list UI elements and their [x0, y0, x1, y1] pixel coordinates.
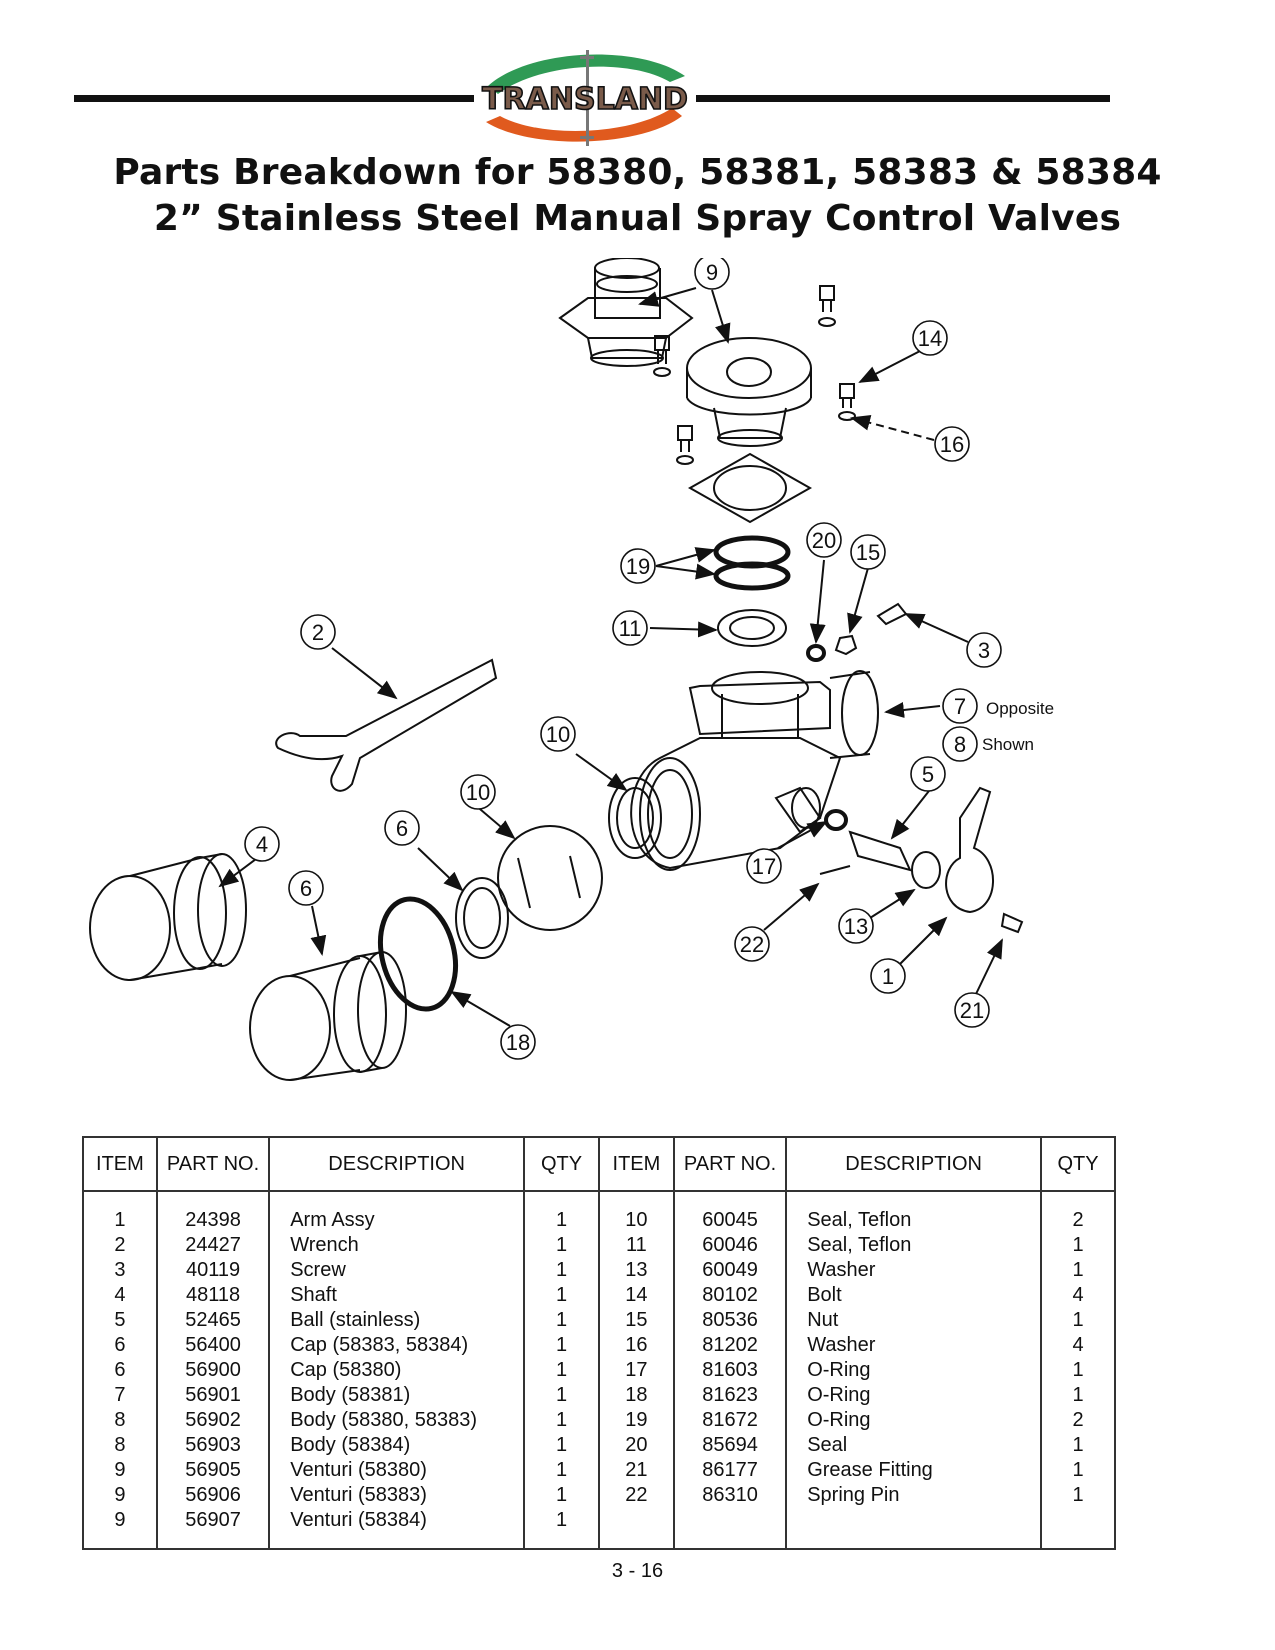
table-cell: Bolt	[807, 1284, 842, 1306]
callout-number: 19	[625, 554, 651, 579]
table-cell: 56400	[185, 1334, 241, 1356]
callout-number: 17	[751, 854, 777, 879]
callout-number: 22	[739, 932, 765, 957]
table-cell: 1	[1072, 1234, 1084, 1256]
cap-part-6-right	[250, 952, 406, 1080]
col-header-qty-2: QTY	[1041, 1137, 1115, 1191]
callout-number: 2	[311, 620, 325, 645]
table-cell: 1	[1072, 1434, 1084, 1456]
table-cell: O-Ring	[807, 1359, 871, 1381]
table-cell: Shaft	[290, 1284, 337, 1306]
table-cell: 1	[555, 1209, 568, 1231]
table-cell: 9	[114, 1459, 126, 1481]
col-header-part-no: PART NO.	[157, 1137, 269, 1191]
table-cell: Venturi (58383)	[290, 1484, 427, 1506]
table-cell: 1	[1072, 1309, 1084, 1331]
table-cell: 1	[1072, 1484, 1084, 1506]
gasket	[690, 454, 810, 522]
left-part-no-column	[157, 1191, 269, 1549]
table-cell: 80102	[702, 1284, 758, 1306]
table-cell: 40119	[185, 1259, 241, 1281]
table-cell: Arm Assy	[290, 1209, 375, 1231]
table-cell: 17	[625, 1359, 648, 1381]
table-cell: 8	[114, 1434, 126, 1456]
table-cell: 1	[555, 1459, 568, 1481]
col-header-description: DESCRIPTION	[269, 1137, 524, 1191]
left-description-column	[269, 1191, 524, 1549]
table-cell: Ball (stainless)	[290, 1309, 421, 1331]
callout-number: 9	[705, 260, 719, 285]
table-cell: 3	[114, 1259, 126, 1281]
cap-part-6-left	[90, 854, 246, 980]
table-cell: 9	[114, 1509, 126, 1531]
table-cell: 1	[555, 1234, 568, 1256]
table-cell: 15	[625, 1309, 648, 1331]
table-cell: 14	[625, 1284, 648, 1306]
table-cell: 80536	[702, 1309, 758, 1331]
callout-circles	[245, 258, 1001, 1059]
right-qty-column	[1041, 1191, 1115, 1549]
callout-number: 6	[299, 876, 313, 901]
table-cell: 52465	[185, 1309, 241, 1331]
callout-number: 5	[921, 762, 935, 787]
table-cell: 1	[555, 1359, 568, 1381]
table-cell: Body (58381)	[290, 1384, 411, 1406]
table-cell: 85694	[702, 1434, 758, 1456]
callout-number: 10	[545, 722, 571, 747]
table-cell: Wrench	[290, 1234, 359, 1256]
ball	[498, 826, 602, 930]
note-opposite: Opposite	[986, 699, 1055, 718]
table-cell: Grease Fitting	[807, 1459, 933, 1481]
table-cell: 1	[555, 1409, 568, 1431]
table-cell: 22	[625, 1484, 648, 1506]
callout-number: 8	[953, 732, 967, 757]
col-header-description-2: DESCRIPTION	[786, 1137, 1041, 1191]
callout-number: 3	[977, 638, 991, 663]
table-cell: 1	[555, 1434, 568, 1456]
table-cell: 1	[555, 1259, 568, 1281]
table-cell: 1	[555, 1509, 568, 1531]
table-cell: 4	[1072, 1284, 1084, 1306]
page-number: 3 - 16	[611, 1560, 664, 1582]
table-cell: 9	[114, 1484, 126, 1506]
venturi-part-9-upper	[560, 258, 692, 366]
table-cell: 20	[625, 1434, 648, 1456]
table-cell: 21	[625, 1459, 648, 1481]
table-cell: 56907	[185, 1509, 241, 1531]
table-cell: 1	[1072, 1259, 1084, 1281]
table-cell: Venturi (58384)	[290, 1509, 427, 1531]
table-cell: O-Ring	[807, 1384, 871, 1406]
table-cell: Venturi (58380)	[290, 1459, 427, 1481]
table-header-row	[83, 1137, 1115, 1191]
leader-lines	[220, 288, 1002, 1026]
table-cell: Spring Pin	[807, 1484, 900, 1506]
callout-number: 15	[855, 540, 881, 565]
table-cell: 81202	[702, 1334, 758, 1356]
table-cell: 60046	[702, 1234, 758, 1256]
table-cell: 56902	[185, 1409, 241, 1431]
table-cell: 18	[625, 1384, 648, 1406]
page-title-line-2: 2” Stainless Steel Manual Spray Control Valves	[153, 198, 1122, 239]
right-items-column	[599, 1191, 674, 1549]
table-cell: 7	[114, 1384, 126, 1406]
table-cell: 24398	[185, 1209, 241, 1231]
table-cell: 1	[1072, 1359, 1084, 1381]
table-cell: 2	[1072, 1409, 1084, 1431]
callout-number: 18	[505, 1030, 531, 1055]
table-cell: Cap (58380)	[290, 1359, 402, 1381]
table-cell: Washer	[807, 1259, 876, 1281]
table-cell: 1	[555, 1484, 568, 1506]
table-cell: 10	[625, 1209, 648, 1231]
table-body-row	[83, 1191, 1115, 1549]
table-cell: 19	[625, 1409, 648, 1431]
transland-logo	[470, 42, 700, 152]
table-cell: 1	[555, 1334, 568, 1356]
table-cell: Nut	[807, 1309, 839, 1331]
page-title-line-1: Parts Breakdown for 58380, 58381, 58383 & 58384	[113, 152, 1162, 193]
callout-number: 20	[811, 528, 837, 553]
left-qty-column	[524, 1191, 599, 1549]
callout-number: 16	[939, 432, 965, 457]
logo-wordmark: TRANSLAND	[482, 82, 688, 117]
callout-number: 4	[255, 832, 269, 857]
table-cell: 81603	[702, 1359, 758, 1381]
left-items-column	[83, 1191, 157, 1549]
table-cell: 60045	[702, 1209, 758, 1231]
wrench	[276, 660, 496, 791]
valve-body	[631, 671, 878, 870]
table-cell: 4	[114, 1284, 126, 1306]
callout-number: 11	[618, 616, 642, 641]
table-cell: 48118	[185, 1284, 241, 1306]
table-cell: 8	[114, 1409, 126, 1431]
table-cell: 13	[625, 1259, 648, 1281]
venturi-part-9-flange	[687, 338, 811, 446]
table-cell: 2	[114, 1234, 126, 1256]
callout-number: 13	[843, 914, 869, 939]
callout-number: 7	[953, 694, 967, 719]
callout-number: 10	[465, 780, 491, 805]
table-cell: 56901	[185, 1384, 241, 1406]
table-cell: Seal	[807, 1434, 848, 1456]
table-cell: 56906	[185, 1484, 241, 1506]
table-cell: 2	[1072, 1209, 1084, 1231]
table-cell: Cap (58383, 58384)	[290, 1334, 469, 1356]
callout-number: 14	[917, 326, 943, 351]
table-cell: 1	[555, 1284, 568, 1306]
table-cell: 6	[114, 1359, 126, 1381]
table-cell: 11	[626, 1234, 647, 1256]
callout-number: 21	[959, 998, 985, 1023]
table-cell: 56903	[185, 1434, 241, 1456]
table-cell: 6	[114, 1334, 126, 1356]
table-cell: Body (58384)	[290, 1434, 411, 1456]
table-cell: 1	[1072, 1384, 1084, 1406]
callout-number: 1	[881, 964, 895, 989]
table-cell: 86177	[702, 1459, 758, 1481]
table-cell: 1	[555, 1384, 568, 1406]
table-cell: 1	[555, 1309, 568, 1331]
col-header-part-no-2: PART NO.	[674, 1137, 786, 1191]
col-header-item-2: ITEM	[599, 1137, 674, 1191]
table-cell: Body (58380, 58383)	[290, 1409, 478, 1431]
table-cell: 60049	[702, 1259, 758, 1281]
table-cell: Seal, Teflon	[807, 1234, 912, 1256]
table-cell: 1	[1072, 1459, 1084, 1481]
table-cell: 56900	[185, 1359, 241, 1381]
table-cell: Seal, Teflon	[807, 1209, 912, 1231]
table-cell: 86310	[702, 1484, 758, 1506]
parts-table	[82, 1136, 1116, 1550]
table-cell: 4	[1072, 1334, 1084, 1356]
callout-number: 6	[395, 816, 409, 841]
table-cell: 1	[114, 1209, 126, 1231]
right-description-column	[786, 1191, 1041, 1549]
note-shown: Shown	[982, 735, 1034, 754]
header-rule-left	[74, 95, 474, 102]
table-cell: O-Ring	[807, 1409, 871, 1431]
table-cell: 81672	[702, 1409, 758, 1431]
header-rule-right	[696, 95, 1110, 102]
table-cell: Washer	[807, 1334, 876, 1356]
table-cell: 56905	[185, 1459, 241, 1481]
table-cell: 24427	[185, 1234, 241, 1256]
table-cell: 16	[625, 1334, 648, 1356]
table-cell: 81623	[702, 1384, 758, 1406]
table-cell: 5	[114, 1309, 126, 1331]
exploded-parts-diagram	[60, 258, 1160, 1123]
col-header-item: ITEM	[83, 1137, 157, 1191]
right-part-no-column	[674, 1191, 786, 1549]
col-header-qty: QTY	[524, 1137, 599, 1191]
table-cell: Screw	[290, 1259, 346, 1281]
